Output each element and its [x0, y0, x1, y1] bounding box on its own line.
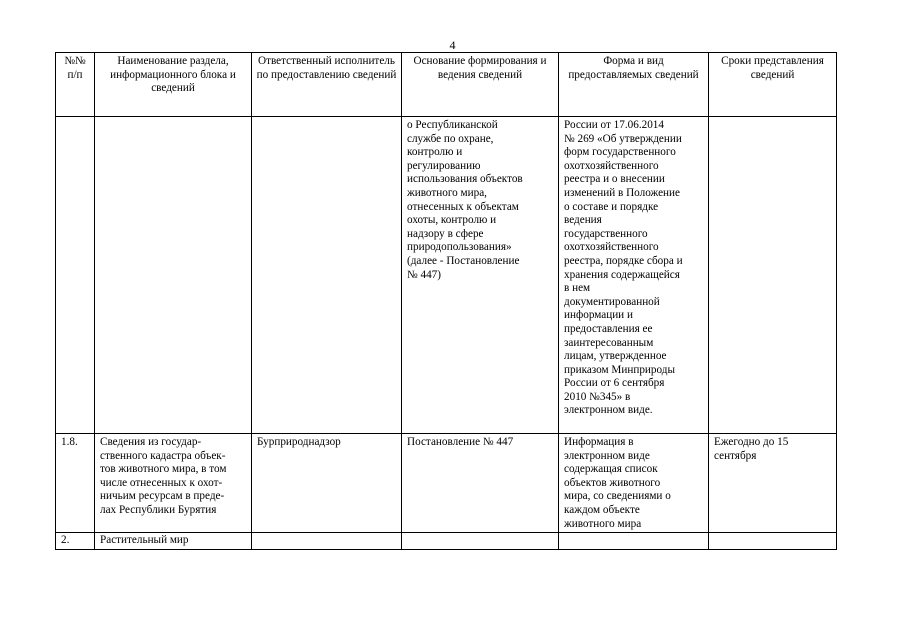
table-row [56, 434, 837, 533]
cell-basis: о Республиканской службе по охране, контролю и регулированию использования объектов животного мира, отнесенных к объектам охоты, контролю и надзору в сфере природопользования» (далее - Постановление № 447) [402, 117, 559, 434]
cell-deadline [709, 117, 837, 434]
cell-deadline [709, 533, 837, 550]
cell-deadline: Ежегодно до 15 сентября [709, 434, 837, 533]
header-section-name: Наименование раздела, информационного блока и сведений [95, 53, 252, 117]
table-row [56, 533, 837, 550]
header-executor: Ответственный исполнитель по предоставлению сведений [252, 53, 402, 117]
cell-form: России от 17.06.2014 № 269 «Об утверждении форм государственного охотхозяйственного реестра и о внесении изменений в Положение о составе и порядке ведения государственного охотхозяйственного реестра, порядке сбора и хранения содержащейся в нем документированной информации и предоставления ее заинтересованным лицам, утвержденное приказом Минприроды России от 6 сентября 2010 №345» в электронном виде. [559, 117, 709, 434]
cell-executor [252, 117, 402, 434]
cell-number: 1.8. [56, 434, 95, 533]
cell-number [56, 117, 95, 434]
table-row [56, 117, 837, 434]
header-form: Форма и вид предоставляемых сведений [559, 53, 709, 117]
cell-section-name: Сведения из государ- ственного кадастра объек- тов животного мира, в том числе отнесенных к охот- ничьим ресурсам в преде- лах Республики Бурятия [95, 434, 252, 533]
cell-section-name [95, 117, 252, 434]
cell-section-name: Растительный мир [95, 533, 252, 550]
page-number: 4 [449, 38, 456, 52]
cell-executor [252, 533, 402, 550]
cell-basis: Постановление № 447 [402, 434, 559, 533]
cell-number: 2. [56, 533, 95, 550]
cell-basis [402, 533, 559, 550]
cell-executor: Бурприроднадзор [252, 434, 402, 533]
table-header-row [56, 53, 837, 117]
header-number: №№ п/п [56, 53, 95, 117]
registry-table [55, 52, 837, 550]
cell-form [559, 533, 709, 550]
cell-form: Информация в электронном виде содержащая список объектов животного мира, со сведениями о каждом объекте животного мира [559, 434, 709, 533]
header-basis: Основание формирования и ведения сведений [402, 53, 559, 117]
header-deadline: Сроки представления сведений [709, 53, 837, 117]
